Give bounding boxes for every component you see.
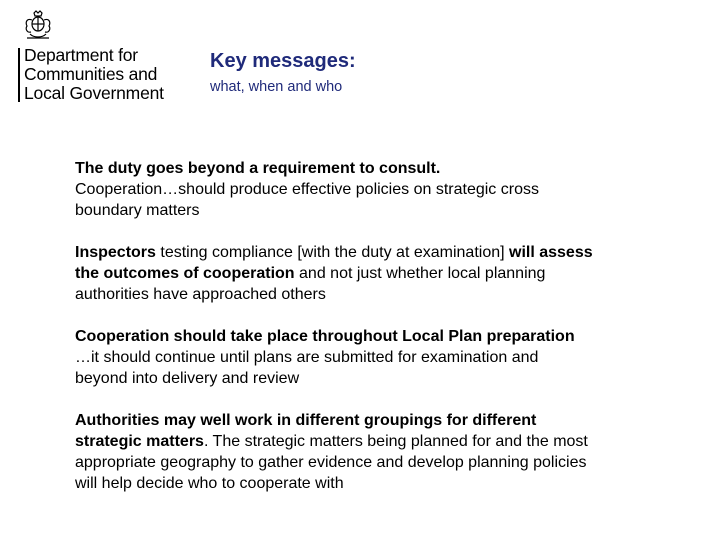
message-paragraph: [75, 158, 695, 221]
page-subtitle: what, when and who: [210, 79, 343, 95]
bold-text: will assess: [509, 244, 593, 261]
bold-text: The duty goes beyond a requirement to consult.: [75, 160, 441, 177]
body-text: boundary matters: [75, 202, 200, 219]
body-text: beyond into delivery and review: [75, 370, 300, 387]
paragraph-line: [75, 452, 695, 473]
bold-text: Inspectors: [75, 244, 156, 261]
message-paragraph: [75, 410, 695, 494]
message-paragraph: [75, 242, 695, 305]
department-line-2: Communities and: [24, 64, 158, 84]
body-text: testing compliance [with the duty at examination]: [155, 244, 509, 261]
body-text: authorities have approached others: [75, 286, 326, 303]
paragraph-line: [75, 242, 695, 263]
paragraph-line: [75, 410, 695, 431]
body-text: and not just whether local planning: [294, 265, 546, 282]
body-text: appropriate geography to gather evidence and develop planning policies: [75, 454, 587, 471]
page-title: Key messages:: [210, 50, 356, 72]
paragraph-line: [75, 431, 695, 452]
royal-crest-icon: [21, 10, 55, 42]
paragraph-line: [75, 326, 695, 347]
bold-text: the outcomes of cooperation: [75, 265, 295, 282]
department-name: [24, 46, 164, 103]
paragraph-line: [75, 473, 695, 494]
body-text: . The strategic matters being planned for and the most: [203, 433, 588, 450]
bold-text: Cooperation should take place throughout Local Plan preparation: [75, 328, 575, 345]
paragraph-line: [75, 284, 695, 305]
body-text: …it should continue until plans are submitted for examination and: [75, 349, 539, 366]
paragraph-line: [75, 200, 695, 221]
message-paragraph: [75, 326, 695, 389]
body-text: will help decide who to cooperate with: [75, 475, 344, 492]
key-messages-body: [75, 158, 695, 515]
paragraph-line: [75, 368, 695, 389]
paragraph-line: [75, 158, 695, 179]
department-line-1: Department for: [24, 45, 138, 65]
paragraph-line: [75, 263, 695, 284]
department-line-3: Local Government: [24, 83, 164, 103]
bold-text: strategic matters: [75, 433, 204, 450]
paragraph-line: [75, 347, 695, 368]
body-text: Cooperation…should produce effective policies on strategic cross: [75, 181, 539, 198]
dclg-logo: [8, 6, 178, 106]
bold-text: Authorities may well work in different groupings for different: [75, 412, 537, 429]
logo-divider: [18, 48, 20, 102]
paragraph-line: [75, 179, 695, 200]
